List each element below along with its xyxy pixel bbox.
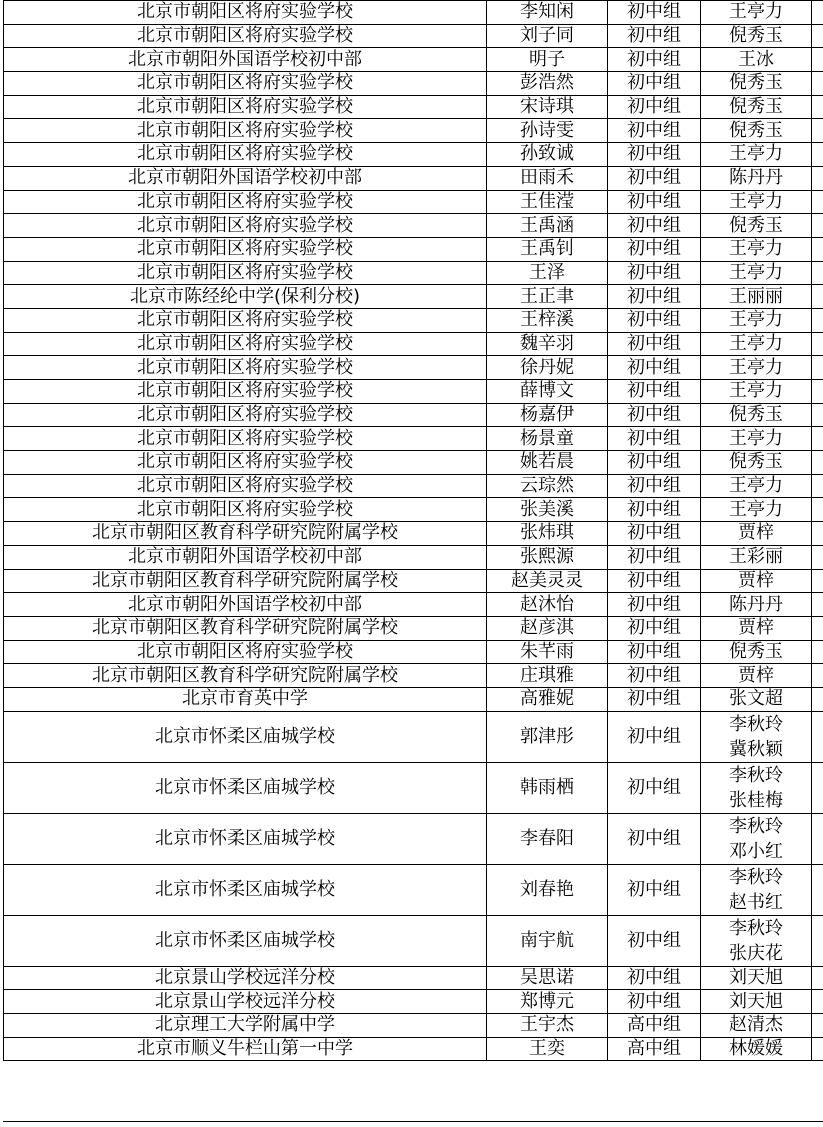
student-name-cell: 赵彦淇 xyxy=(487,616,608,640)
teacher-cell xyxy=(701,119,812,143)
group-cell: 初中组 xyxy=(608,214,701,238)
teacher-cell xyxy=(701,332,812,356)
group-cell: 初中组 xyxy=(608,237,701,261)
student-name-cell: 赵美灵灵 xyxy=(487,569,608,593)
school-cell: 北京市朝阳区将府实验学校 xyxy=(4,214,487,238)
group-cell: 初中组 xyxy=(608,915,701,966)
teacher-name: 李秋玲 xyxy=(701,763,811,788)
group-cell: 初中组 xyxy=(608,813,701,864)
table-row xyxy=(4,261,823,285)
empty-cell xyxy=(812,762,823,813)
school-cell: 北京市朝阳外国语学校初中部 xyxy=(4,48,487,72)
empty-cell xyxy=(812,1,823,25)
teacher-name: 王亭力 xyxy=(729,143,783,164)
table-row xyxy=(4,332,823,356)
teacher-name: 贾梓 xyxy=(738,665,774,686)
empty-cell xyxy=(812,616,823,640)
school-cell: 北京市怀柔区庙城学校 xyxy=(4,864,487,915)
teacher-name: 倪秀玉 xyxy=(729,25,783,46)
group-cell: 初中组 xyxy=(608,1,701,25)
table-row xyxy=(4,403,823,427)
student-name-cell: 杨嘉伊 xyxy=(487,403,608,427)
school-cell: 北京景山学校远洋分校 xyxy=(4,966,487,990)
teacher-name: 贾梓 xyxy=(738,522,774,543)
empty-cell xyxy=(812,451,823,475)
group-cell: 初中组 xyxy=(608,261,701,285)
student-name-cell: 南宇航 xyxy=(487,915,608,966)
school-cell: 北京市朝阳区将府实验学校 xyxy=(4,24,487,48)
teacher-cell xyxy=(701,813,812,864)
student-name-cell: 刘春艳 xyxy=(487,864,608,915)
table-row xyxy=(4,214,823,238)
table-row xyxy=(4,616,823,640)
student-name-cell: 王奕 xyxy=(487,1037,608,1061)
school-cell: 北京市朝阳区将府实验学校 xyxy=(4,237,487,261)
empty-cell xyxy=(812,119,823,143)
teacher-name: 倪秀玉 xyxy=(729,641,783,662)
teacher-name: 倪秀玉 xyxy=(729,120,783,141)
group-cell: 初中组 xyxy=(608,687,701,711)
group-cell: 初中组 xyxy=(608,24,701,48)
student-name-cell: 吴思诺 xyxy=(487,966,608,990)
teacher-name: 贾梓 xyxy=(738,617,774,638)
award-list-table xyxy=(3,0,823,1061)
table-row xyxy=(4,1037,823,1061)
teacher-name: 王亭力 xyxy=(729,499,783,520)
empty-cell xyxy=(812,427,823,451)
group-cell: 初中组 xyxy=(608,864,701,915)
teacher-cell xyxy=(701,451,812,475)
group-cell: 初中组 xyxy=(608,143,701,167)
student-name-cell: 朱芊雨 xyxy=(487,640,608,664)
empty-cell xyxy=(812,687,823,711)
table-row xyxy=(4,990,823,1014)
student-name-cell: 宋诗琪 xyxy=(487,95,608,119)
teacher-cell xyxy=(701,380,812,404)
table-row xyxy=(4,451,823,475)
school-cell: 北京市朝阳区将府实验学校 xyxy=(4,474,487,498)
empty-cell xyxy=(812,1014,823,1038)
group-cell: 初中组 xyxy=(608,569,701,593)
teacher-cell xyxy=(701,24,812,48)
table-row xyxy=(4,190,823,214)
table-row xyxy=(4,119,823,143)
empty-cell xyxy=(812,711,823,762)
empty-cell xyxy=(812,498,823,522)
empty-cell xyxy=(812,356,823,380)
empty-cell xyxy=(812,190,823,214)
teacher-cell xyxy=(701,143,812,167)
teacher-cell xyxy=(701,762,812,813)
teacher-cell xyxy=(701,72,812,96)
student-name-cell: 郭津彤 xyxy=(487,711,608,762)
group-cell: 初中组 xyxy=(608,356,701,380)
teacher-cell xyxy=(701,285,812,309)
empty-cell xyxy=(812,285,823,309)
school-cell: 北京市朝阳外国语学校初中部 xyxy=(4,593,487,617)
teacher-cell xyxy=(701,966,812,990)
group-cell: 初中组 xyxy=(608,166,701,190)
student-name-cell: 张美溪 xyxy=(487,498,608,522)
empty-cell xyxy=(812,474,823,498)
table-row xyxy=(4,762,823,813)
teacher-cell xyxy=(701,237,812,261)
empty-cell xyxy=(812,966,823,990)
teacher-cell xyxy=(701,403,812,427)
teacher-cell xyxy=(701,864,812,915)
table-row xyxy=(4,813,823,864)
school-cell: 北京市朝阳区将府实验学校 xyxy=(4,403,487,427)
teacher-name: 王亭力 xyxy=(729,475,783,496)
school-cell: 北京市朝阳区将府实验学校 xyxy=(4,498,487,522)
empty-cell xyxy=(812,166,823,190)
teacher-name: 王亭力 xyxy=(729,309,783,330)
teacher-cell xyxy=(701,593,812,617)
student-name-cell: 杨景童 xyxy=(487,427,608,451)
group-cell: 初中组 xyxy=(608,664,701,688)
student-name-cell: 郑博元 xyxy=(487,990,608,1014)
teacher-name: 王亭力 xyxy=(729,380,783,401)
school-cell: 北京市怀柔区庙城学校 xyxy=(4,813,487,864)
teacher-cell xyxy=(701,1014,812,1038)
school-cell: 北京市朝阳区教育科学研究院附属学校 xyxy=(4,616,487,640)
table-row xyxy=(4,474,823,498)
teacher-name: 邓小红 xyxy=(701,839,811,864)
student-name-cell: 明子 xyxy=(487,48,608,72)
empty-cell xyxy=(812,915,823,966)
school-cell: 北京市朝阳区将府实验学校 xyxy=(4,1,487,25)
table-row xyxy=(4,966,823,990)
group-cell: 初中组 xyxy=(608,545,701,569)
student-name-cell: 姚若晨 xyxy=(487,451,608,475)
school-cell: 北京景山学校远洋分校 xyxy=(4,990,487,1014)
student-name-cell: 彭浩然 xyxy=(487,72,608,96)
teacher-cell xyxy=(701,711,812,762)
group-cell: 初中组 xyxy=(608,522,701,546)
teacher-name: 陈丹丹 xyxy=(729,167,783,188)
teacher-name: 赵书红 xyxy=(701,890,811,915)
teacher-cell xyxy=(701,474,812,498)
teacher-name: 赵清杰 xyxy=(729,1014,783,1035)
teacher-cell xyxy=(701,522,812,546)
teacher-cell xyxy=(701,687,812,711)
empty-cell xyxy=(812,237,823,261)
group-cell: 初中组 xyxy=(608,119,701,143)
teacher-name: 张文超 xyxy=(729,688,783,709)
table-row xyxy=(4,166,823,190)
empty-cell xyxy=(812,522,823,546)
table-row xyxy=(4,427,823,451)
group-cell: 初中组 xyxy=(608,332,701,356)
school-cell: 北京市朝阳区将府实验学校 xyxy=(4,356,487,380)
group-cell: 初中组 xyxy=(608,427,701,451)
teacher-name: 王亭力 xyxy=(729,357,783,378)
table-row xyxy=(4,593,823,617)
group-cell: 初中组 xyxy=(608,308,701,332)
school-cell: 北京市朝阳区教育科学研究院附属学校 xyxy=(4,569,487,593)
student-name-cell: 王佳滢 xyxy=(487,190,608,214)
student-name-cell: 赵沐怡 xyxy=(487,593,608,617)
student-name-cell: 魏辛羽 xyxy=(487,332,608,356)
empty-cell xyxy=(812,640,823,664)
student-name-cell: 高雅妮 xyxy=(487,687,608,711)
group-cell: 初中组 xyxy=(608,762,701,813)
student-name-cell: 王泽 xyxy=(487,261,608,285)
table-row xyxy=(4,356,823,380)
school-cell: 北京市朝阳区将府实验学校 xyxy=(4,95,487,119)
group-cell: 初中组 xyxy=(608,990,701,1014)
school-cell: 北京市朝阳区将府实验学校 xyxy=(4,332,487,356)
empty-cell xyxy=(812,593,823,617)
student-name-cell: 张炜琪 xyxy=(487,522,608,546)
group-cell: 初中组 xyxy=(608,451,701,475)
teacher-name: 李秋玲 xyxy=(701,865,811,890)
group-cell: 初中组 xyxy=(608,48,701,72)
school-cell: 北京市朝阳区将府实验学校 xyxy=(4,380,487,404)
empty-cell xyxy=(812,332,823,356)
school-cell: 北京市陈经纶中学(保利分校) xyxy=(4,285,487,309)
table-row xyxy=(4,380,823,404)
group-cell: 初中组 xyxy=(608,711,701,762)
empty-cell xyxy=(812,1037,823,1061)
student-name-cell: 李春阳 xyxy=(487,813,608,864)
school-cell: 北京市朝阳区将府实验学校 xyxy=(4,119,487,143)
teacher-cell xyxy=(701,48,812,72)
group-cell: 初中组 xyxy=(608,498,701,522)
school-cell: 北京市朝阳外国语学校初中部 xyxy=(4,545,487,569)
student-name-cell: 王禹钊 xyxy=(487,237,608,261)
table-row xyxy=(4,1014,823,1038)
student-name-cell: 徐丹妮 xyxy=(487,356,608,380)
student-name-cell: 李知闲 xyxy=(487,1,608,25)
teacher-cell xyxy=(701,545,812,569)
teacher-name: 倪秀玉 xyxy=(729,96,783,117)
school-cell: 北京市朝阳区将府实验学校 xyxy=(4,190,487,214)
teacher-name: 刘天旭 xyxy=(729,991,783,1012)
school-cell: 北京市怀柔区庙城学校 xyxy=(4,711,487,762)
teacher-name: 王亭力 xyxy=(729,333,783,354)
student-name-cell: 庄琪雅 xyxy=(487,664,608,688)
teacher-name: 王丽丽 xyxy=(729,286,783,307)
teacher-name: 陈丹丹 xyxy=(729,594,783,615)
group-cell: 高中组 xyxy=(608,1014,701,1038)
teacher-cell xyxy=(701,261,812,285)
group-cell: 初中组 xyxy=(608,474,701,498)
group-cell: 初中组 xyxy=(608,95,701,119)
empty-cell xyxy=(812,214,823,238)
table-row xyxy=(4,569,823,593)
empty-cell xyxy=(812,261,823,285)
table-row xyxy=(4,864,823,915)
school-cell: 北京市朝阳区将府实验学校 xyxy=(4,72,487,96)
school-cell: 北京市朝阳区教育科学研究院附属学校 xyxy=(4,664,487,688)
empty-cell xyxy=(812,864,823,915)
student-name-cell: 王梓溪 xyxy=(487,308,608,332)
teacher-cell xyxy=(701,95,812,119)
school-cell: 北京市育英中学 xyxy=(4,687,487,711)
table-row xyxy=(4,522,823,546)
student-name-cell: 王正聿 xyxy=(487,285,608,309)
student-name-cell: 张熙源 xyxy=(487,545,608,569)
teacher-cell xyxy=(701,664,812,688)
group-cell: 初中组 xyxy=(608,72,701,96)
empty-cell xyxy=(812,990,823,1014)
teacher-cell xyxy=(701,190,812,214)
student-name-cell: 王宇杰 xyxy=(487,1014,608,1038)
teacher-name: 王彩丽 xyxy=(729,546,783,567)
school-cell: 北京市朝阳外国语学校初中部 xyxy=(4,166,487,190)
student-name-cell: 韩雨栖 xyxy=(487,762,608,813)
teacher-name: 贾梓 xyxy=(738,570,774,591)
teacher-name: 王亭力 xyxy=(729,428,783,449)
teacher-name: 倪秀玉 xyxy=(729,72,783,93)
school-cell: 北京市怀柔区庙城学校 xyxy=(4,915,487,966)
table-row xyxy=(4,237,823,261)
teacher-name: 林媛媛 xyxy=(729,1038,783,1059)
teacher-cell xyxy=(701,427,812,451)
group-cell: 初中组 xyxy=(608,190,701,214)
table-row xyxy=(4,664,823,688)
teacher-name: 冀秋颖 xyxy=(701,737,811,762)
teacher-cell xyxy=(701,1,812,25)
teacher-name: 倪秀玉 xyxy=(729,451,783,472)
teacher-cell xyxy=(701,356,812,380)
teacher-cell xyxy=(701,640,812,664)
table-row xyxy=(4,72,823,96)
teacher-cell xyxy=(701,569,812,593)
table-row xyxy=(4,915,823,966)
teacher-cell xyxy=(701,915,812,966)
empty-cell xyxy=(812,48,823,72)
school-cell: 北京市怀柔区庙城学校 xyxy=(4,762,487,813)
table-row xyxy=(4,143,823,167)
table-row xyxy=(4,95,823,119)
empty-cell xyxy=(812,143,823,167)
student-name-cell: 刘子同 xyxy=(487,24,608,48)
student-name-cell: 田雨禾 xyxy=(487,166,608,190)
student-name-cell: 薛博文 xyxy=(487,380,608,404)
school-cell: 北京市朝阳区将府实验学校 xyxy=(4,427,487,451)
school-cell: 北京市朝阳区将府实验学校 xyxy=(4,261,487,285)
empty-cell xyxy=(812,664,823,688)
teacher-cell xyxy=(701,166,812,190)
table-bottom-edge xyxy=(3,1121,823,1127)
teacher-name: 张庆花 xyxy=(701,941,811,966)
teacher-name: 王亭力 xyxy=(729,191,783,212)
teacher-name: 李秋玲 xyxy=(701,814,811,839)
teacher-name: 倪秀玉 xyxy=(729,215,783,236)
teacher-cell xyxy=(701,616,812,640)
teacher-name: 王亭力 xyxy=(729,238,783,259)
table-row xyxy=(4,711,823,762)
school-cell: 北京市朝阳区将府实验学校 xyxy=(4,143,487,167)
table-row xyxy=(4,545,823,569)
empty-cell xyxy=(812,72,823,96)
teacher-name: 王冰 xyxy=(738,49,774,70)
empty-cell xyxy=(812,380,823,404)
table-row xyxy=(4,640,823,664)
group-cell: 初中组 xyxy=(608,640,701,664)
table-body xyxy=(4,1,823,1061)
table-row xyxy=(4,498,823,522)
empty-cell xyxy=(812,545,823,569)
group-cell: 初中组 xyxy=(608,380,701,404)
table-row xyxy=(4,1,823,25)
student-name-cell: 孙致诚 xyxy=(487,143,608,167)
table-row xyxy=(4,285,823,309)
student-name-cell: 孙诗雯 xyxy=(487,119,608,143)
table-row xyxy=(4,308,823,332)
empty-cell xyxy=(812,569,823,593)
school-cell: 北京市顺义牛栏山第一中学 xyxy=(4,1037,487,1061)
group-cell: 初中组 xyxy=(608,593,701,617)
school-cell: 北京市朝阳区将府实验学校 xyxy=(4,640,487,664)
group-cell: 初中组 xyxy=(608,966,701,990)
teacher-cell xyxy=(701,214,812,238)
group-cell: 初中组 xyxy=(608,403,701,427)
student-name-cell: 云琮然 xyxy=(487,474,608,498)
student-name-cell: 王禹涵 xyxy=(487,214,608,238)
table-row xyxy=(4,24,823,48)
table-row xyxy=(4,687,823,711)
group-cell: 初中组 xyxy=(608,285,701,309)
teacher-name: 刘天旭 xyxy=(729,967,783,988)
school-cell: 北京市朝阳区将府实验学校 xyxy=(4,308,487,332)
teacher-name: 李秋玲 xyxy=(701,916,811,941)
teacher-cell xyxy=(701,498,812,522)
table-row xyxy=(4,48,823,72)
teacher-cell xyxy=(701,308,812,332)
empty-cell xyxy=(812,403,823,427)
school-cell: 北京市朝阳区教育科学研究院附属学校 xyxy=(4,522,487,546)
teacher-name: 王亭力 xyxy=(729,262,783,283)
empty-cell xyxy=(812,24,823,48)
empty-cell xyxy=(812,813,823,864)
teacher-name: 李秋玲 xyxy=(701,712,811,737)
school-cell: 北京理工大学附属中学 xyxy=(4,1014,487,1038)
group-cell: 高中组 xyxy=(608,1037,701,1061)
empty-cell xyxy=(812,95,823,119)
teacher-name: 张桂梅 xyxy=(701,788,811,813)
teacher-cell xyxy=(701,990,812,1014)
teacher-name: 王亭力 xyxy=(729,1,783,22)
teacher-name: 倪秀玉 xyxy=(729,404,783,425)
teacher-cell xyxy=(701,1037,812,1061)
empty-cell xyxy=(812,308,823,332)
school-cell: 北京市朝阳区将府实验学校 xyxy=(4,451,487,475)
group-cell: 初中组 xyxy=(608,616,701,640)
